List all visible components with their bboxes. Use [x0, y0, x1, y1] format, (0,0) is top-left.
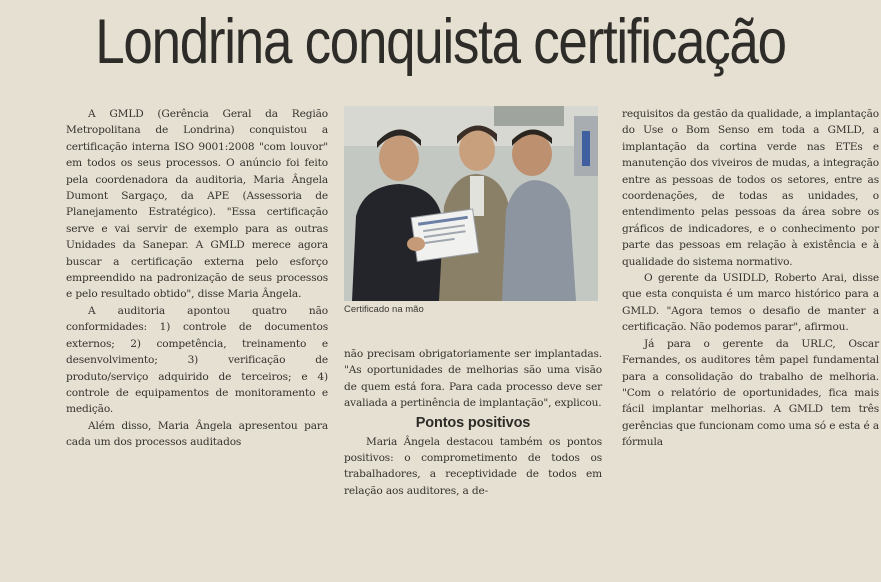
article-column-1	[66, 106, 328, 451]
paragraph: A GMLD (Gerência Geral da Região Metropolitana de Londrina) conquistou a certificação interna ISO 9001:2008 "com louvor" em todos os seus processos. O anúncio foi feito pela coordenadora da auditoria, Maria Ângela Dumont Sargaço, da APE (Assessoria de Planejamento Estratégico). "Essa certificação serve e vai servir de exemplo para as outras Unidades da Sanepar. A GMLD merece agora buscar a certificação externa pelo esforço empreendido na padronização de seus processos e pelo resultado obtido", disse Maria Ângela.	[66, 108, 328, 301]
article-photo	[344, 106, 598, 301]
photo-caption: Certificado na mão	[344, 304, 424, 315]
article-column-2	[344, 346, 602, 499]
paragraph: A auditoria apontou quatro não conformidades: 1) controle de documentos externos; 2) competência, treinamento e desenvolvimento; 3) verificação de produto/serviço adquirido de terceiros; e 4) controle de equipamentos de monitoramento e medição.	[66, 304, 328, 416]
paragraph: Além disso, Maria Ângela apresentou para cada um dos processos auditados	[66, 419, 328, 449]
headline: Londrina conquista certificação	[95, 7, 786, 77]
subheading: Pontos positivos	[415, 414, 531, 431]
paragraph: Maria Ângela destacou também os pontos positivos: o comprometimento de todos os trabalhadores, a receptividade de todos em relação aos auditores, a de-	[344, 435, 602, 497]
paragraph: Já para o gerente da URLC, Oscar Fernandes, os auditores têm papel fundamental para a consolidação do trabalho de melhoria. "Com o relatório de oportunidades, fica mais fácil implantar melhorias. A GMLD tem três gerências que funcionam como uma só e esta é a fórmula	[622, 337, 879, 449]
paragraph: O gerente da USIDLD, Roberto Arai, disse que esta conquista é um marco histórico para a GMLD. "Agora temos o desafio de manter a certificação. Não podemos parar", afirmou.	[622, 272, 879, 334]
paragraph: não precisam obrigatoriamente ser implantadas. "As oportunidades de melhorias são uma visão de quem está fora. Para cada processo deve ser avaliada a pertinência de implantação", explicou.	[344, 348, 602, 410]
article-column-3	[622, 106, 879, 451]
photo-three-men-certificate	[344, 106, 598, 301]
paragraph: requisitos da gestão da qualidade, a implantação do Use o Bom Senso em toda a GMLD, a implantação da cortina verde nas ETEs e manutenção dos viveiros de mudas, a integração entre as pessoas de todos os setores, entre as coordenações, de todas as unidades, o entendimento pelas pessoas da área sobre os gráficos de indicadores, e o conhecimento por parte das pessoas em relação à existência e à qualidade do sistema normativo.	[622, 108, 879, 268]
